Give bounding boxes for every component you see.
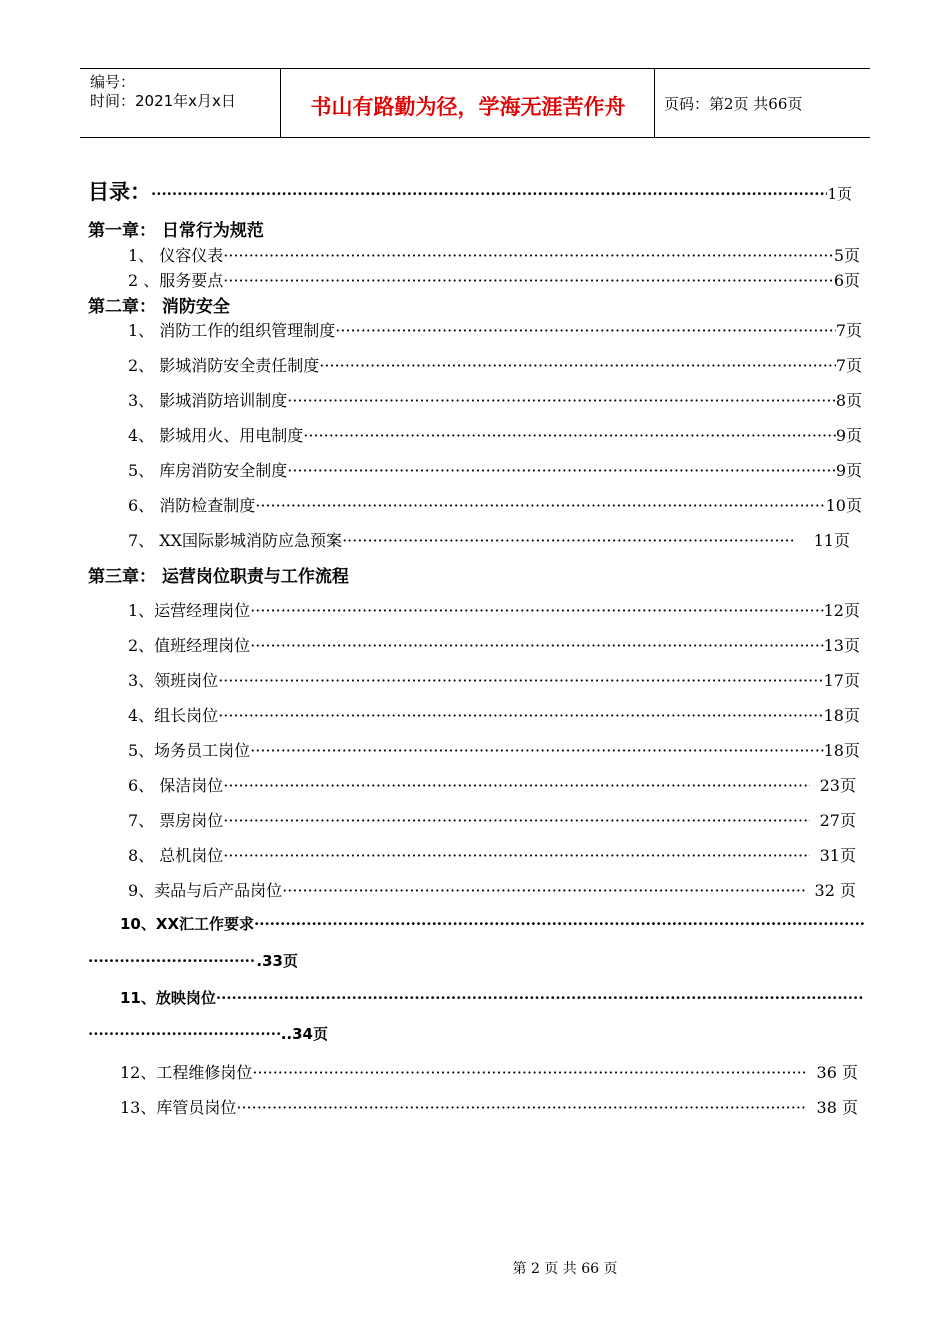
leader-dots: [250, 636, 823, 655]
leader-dots: [303, 426, 836, 445]
number-label: 编号：: [90, 73, 136, 91]
leader-dots: [223, 846, 809, 865]
leader-dots: [250, 601, 823, 620]
toc-entry-label: 2、 影城消防安全责任制度: [128, 356, 320, 375]
toc-entry[interactable]: [128, 633, 860, 656]
toc-entry-label: 7、 票房岗位: [128, 811, 224, 830]
toc-entry-page: 17页: [823, 671, 860, 690]
toc-entry[interactable]: [128, 458, 862, 481]
toc-entry[interactable]: [128, 878, 856, 901]
header-page-info: 页码：第2页 共66页: [664, 95, 803, 113]
toc-entry-page: 11页: [813, 531, 850, 550]
leader-dots: [254, 915, 864, 933]
toc-entry-page: .33页: [256, 952, 298, 970]
toc-entry-page: 7页: [835, 321, 862, 340]
toc-entry-page: 31页: [819, 846, 856, 865]
toc-entry-label: 4、组长岗位: [128, 706, 219, 725]
toc-entry-page: 8页: [835, 391, 862, 410]
toc-entry-label: 6、 保洁岗位: [128, 776, 224, 795]
toc-entry[interactable]: [128, 528, 850, 551]
toc-entry-label: 3、领班岗位: [128, 671, 219, 690]
toc-entry-label: 8、 总机岗位: [128, 846, 224, 865]
leader-dots: [223, 246, 834, 265]
toc-entry-label: 3、 影城消防培训制度: [128, 391, 288, 410]
leader-dots: [88, 952, 256, 970]
footer-page-number: 第 2 页 共 66 页: [512, 1261, 618, 1277]
toc-entry-page: 7页: [835, 356, 862, 375]
leader-dots: [223, 811, 809, 830]
toc-entry[interactable]: [128, 703, 860, 726]
toc-entry[interactable]: [128, 388, 862, 411]
toc-entry-page: 9页: [835, 426, 862, 445]
toc-entry-page: 18页: [823, 706, 860, 725]
leader-dots: [223, 271, 834, 290]
time-label: 时间：2021年x月x日: [90, 92, 236, 110]
header-divider: [654, 69, 655, 137]
toc-entry-page: 5页: [833, 246, 860, 265]
toc-entry-label: 6、 消防检查制度: [128, 496, 256, 515]
toc-entry-label: 7、 XX国际影城消防应急预案: [128, 531, 343, 550]
leader-dots: [287, 461, 836, 480]
toc-entry-label: 12、工程维修岗位: [120, 1063, 253, 1082]
toc-entry-page: 23页: [819, 776, 856, 795]
toc-entry[interactable]: [128, 808, 856, 831]
toc-entry[interactable]: [128, 738, 860, 761]
toc-entry-page: 9页: [835, 461, 862, 480]
toc-entry[interactable]: [120, 987, 864, 1008]
toc-entry[interactable]: [128, 318, 862, 341]
leader-dots: [216, 989, 864, 1007]
leader-dots: [342, 531, 794, 550]
toc-entry[interactable]: [128, 243, 860, 266]
chapter-heading: 第一章： 日常行为规范: [88, 221, 264, 241]
toc-entry-label: 2、值班经理岗位: [128, 636, 251, 655]
toc-entry[interactable]: [128, 668, 860, 691]
toc-entry-page: 13页: [823, 636, 860, 655]
toc-entry-label: 5、 库房消防安全制度: [128, 461, 288, 480]
page-header: [80, 68, 870, 138]
toc-title: 目录：: [88, 179, 151, 204]
leader-dots: [255, 496, 825, 515]
toc-entry-label: 1、 消防工作的组织管理制度: [128, 321, 336, 340]
leader-dots: [236, 1098, 806, 1117]
toc-entry-page: ..34页: [280, 1025, 328, 1043]
toc-entry-page: 6页: [833, 271, 860, 290]
toc-entry-label: 4、 影城用火、用电制度: [128, 426, 304, 445]
leader-dots: [287, 391, 836, 410]
toc-entry-label: 11、放映岗位: [120, 989, 216, 1007]
toc-entry-label: 1、 仪容仪表: [128, 246, 224, 265]
chapter-heading: 第三章： 运营岗位职责与工作流程: [88, 567, 349, 587]
toc-entry-page: 27页: [819, 811, 856, 830]
toc-entry-label: 10、XX汇工作要求: [120, 915, 255, 933]
toc-entry-page: 38 页: [816, 1098, 858, 1117]
page-footer: [0, 1258, 950, 1278]
toc-entry[interactable]: [128, 773, 856, 796]
leader-dots: [218, 706, 823, 725]
leader-dots: [151, 185, 827, 203]
toc-entry-page: 10页: [825, 496, 862, 515]
header-divider: [280, 69, 281, 137]
toc-entry-page: 18页: [823, 741, 860, 760]
toc-entry-label: 13、库管员岗位: [120, 1098, 237, 1117]
toc-entry-continuation: [88, 950, 298, 971]
toc-entry[interactable]: [128, 598, 860, 621]
toc-entry[interactable]: [128, 423, 862, 446]
toc-entry-label: 2 、服务要点: [128, 271, 224, 290]
leader-dots: [218, 671, 823, 690]
leader-dots: [319, 356, 836, 375]
leader-dots: [250, 741, 823, 760]
toc-page: 1页: [827, 185, 852, 203]
toc-entry[interactable]: [120, 1060, 858, 1083]
toc-entry-label: 9、卖品与后产品岗位: [128, 881, 283, 900]
toc-entry-label: 1、运营经理岗位: [128, 601, 251, 620]
toc-entry-page: 36 页: [816, 1063, 858, 1082]
toc-entry[interactable]: [120, 913, 864, 934]
toc-entry-continuation: [88, 1023, 328, 1044]
leader-dots: [282, 881, 804, 900]
leader-dots: [88, 1025, 281, 1043]
toc-entry-page: 32 页: [814, 881, 856, 900]
header-motto: 书山有路勤为径，学海无涯苦作舟: [310, 94, 626, 119]
toc-entry[interactable]: [128, 493, 862, 516]
leader-dots: [335, 321, 836, 340]
toc-entry[interactable]: [120, 1095, 858, 1118]
header-meta: [90, 73, 236, 111]
toc-entry[interactable]: [128, 353, 862, 376]
leader-dots: [252, 1063, 806, 1082]
toc-title-line: [88, 176, 852, 206]
toc-entry[interactable]: [128, 843, 856, 866]
toc-entry-label: 5、场务员工岗位: [128, 741, 251, 760]
toc-entry-page: 12页: [823, 601, 860, 620]
leader-dots: [223, 776, 809, 795]
toc-entry[interactable]: [128, 268, 860, 291]
chapter-heading: 第二章： 消防安全: [88, 297, 230, 317]
